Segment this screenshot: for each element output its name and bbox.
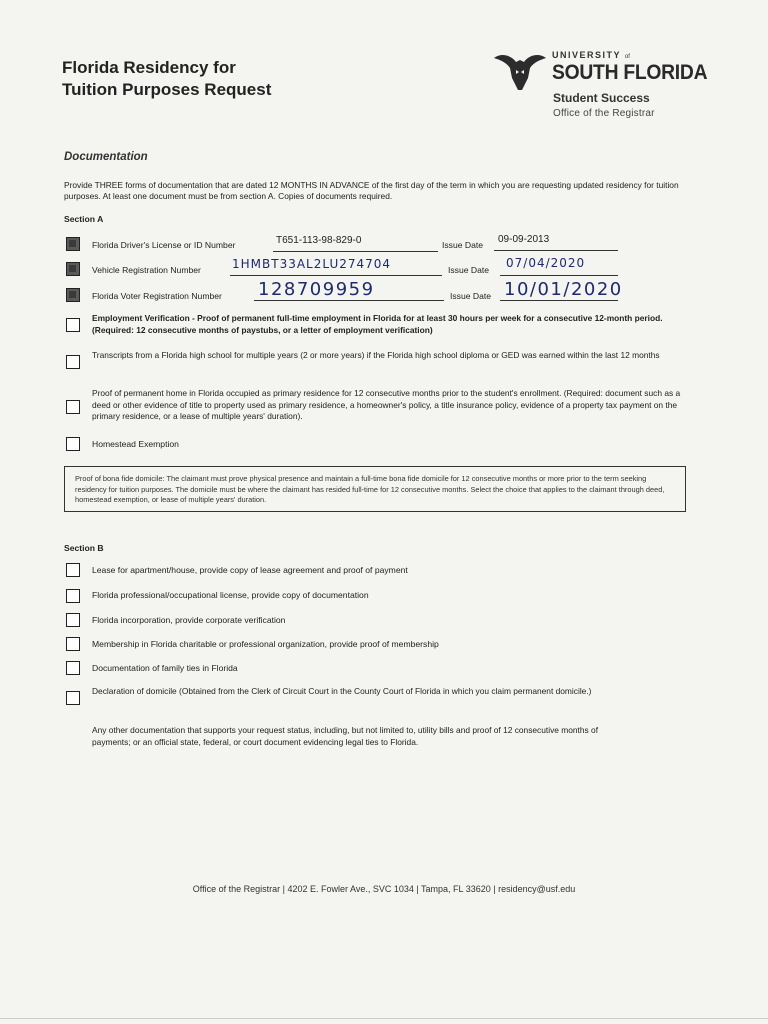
employment-text: Employment Verification - Proof of permanent full-time employment in Florida for at least 30 hours per week for a consecutive 12-month period. (Required: 12 consecutive months of paystubs, or a letter of employment verification) — [92, 313, 663, 335]
permanent-home-checkbox[interactable] — [66, 400, 80, 414]
declaration-of-domicile-label: Declaration of domicile (Obtained from the Clerk of Circuit Court in the County Court of Florida in which you claim permanent domicile.) — [92, 686, 592, 696]
lease-checkbox[interactable] — [66, 563, 80, 577]
homestead-checkbox[interactable] — [66, 437, 80, 451]
professional-license-checkbox[interactable] — [66, 589, 80, 603]
membership-label: Membership in Florida charitable or professional organization, provide proof of membership — [92, 639, 439, 649]
bona-fide-note-box: Proof of bona fide domicile: The claimant must prove physical presence and maintain a full-time bona fide domicile for 12 consecutive months or more prior to the term seeking residency for tuition purposes. The domicile must be where the claimant has resided full-time for 12 consecutive months. Select the choice that applies to the claimant through deed, homestead exemption, or lease of multiple years' duration. — [64, 466, 686, 512]
membership-checkbox[interactable] — [66, 637, 80, 651]
voter-registration-label: Florida Voter Registration Number — [92, 291, 222, 301]
vehicle-registration-label: Vehicle Registration Number — [92, 265, 201, 275]
voter-registration-value: 128709959 — [258, 279, 375, 300]
section-b-label: Section B — [64, 543, 104, 553]
section-a-label: Section A — [64, 214, 104, 224]
documentation-heading: Documentation — [64, 151, 148, 163]
voter-registration-issue-label: Issue Date — [450, 291, 492, 301]
drivers-license-value: T651-113-98-829-0 — [276, 235, 362, 246]
office-name: Office of the Registrar — [553, 108, 655, 119]
permanent-home-text: Proof of permanent home in Florida occupied as primary residence for 12 consecutive months prior to the student's enrollment. (Required: document such as a deed or other evidence of title to property used as primary residence, a homeowner's policy, a title insurance policy, evidence of a property tax payment on the primary residence, or a lease of multiple years' duration). — [92, 388, 681, 421]
university-of-label: UNIVERSITY of — [552, 50, 630, 60]
footer-address: Office of the Registrar | 4202 E. Fowler Ave., SVC 1034 | Tampa, FL 33620 | residency@usf.edu — [192, 884, 576, 894]
university-name: SOUTH FLORIDA — [552, 61, 708, 84]
other-documentation-text: Any other documentation that supports your request status, including, but not limited to, utility bills and proof of 12 consecutive months of payments; or an official state, federal, or court document evidencing legal ties to Florida. — [92, 725, 599, 747]
drivers-license-issue-value: 09-09-2013 — [498, 234, 550, 245]
transcripts-text: Transcripts from a Florida high school for multiple years (2 or more years) if the Florida high school diploma or GED was earned within the last 12 months — [92, 350, 660, 360]
usf-bull-icon — [492, 50, 548, 94]
vehicle-registration-issue-label: Issue Date — [448, 265, 490, 275]
title-line-2: Tuition Purposes Request — [62, 80, 272, 99]
voter-registration-issue-value: 10/01/2020 — [504, 279, 623, 300]
family-ties-label: Documentation of family ties in Florida — [92, 663, 238, 673]
usf-logo — [492, 48, 732, 123]
page-edge-divider — [0, 1018, 768, 1019]
family-ties-checkbox[interactable] — [66, 661, 80, 675]
page-title — [62, 57, 271, 101]
voter-registration-checkbox[interactable] — [66, 288, 80, 302]
employment-checkbox[interactable] — [66, 318, 80, 332]
vehicle-registration-value: 1HMBT33AL2LU274704 — [232, 257, 392, 271]
incorporation-label: Florida incorporation, provide corporate verification — [92, 615, 286, 625]
vehicle-registration-checkbox[interactable] — [66, 262, 80, 276]
professional-license-label: Florida professional/occupational license, provide copy of documentation — [92, 590, 369, 600]
declaration-of-domicile-checkbox[interactable] — [66, 691, 80, 705]
drivers-license-issue-label: Issue Date — [442, 240, 484, 250]
transcripts-checkbox[interactable] — [66, 355, 80, 369]
homestead-label: Homestead Exemption — [92, 439, 179, 449]
title-line-1: Florida Residency for — [62, 58, 236, 77]
drivers-license-label: Florida Driver's License or ID Number — [92, 240, 236, 250]
drivers-license-checkbox[interactable] — [66, 237, 80, 251]
vehicle-registration-issue-value: 07/04/2020 — [506, 256, 586, 270]
documentation-intro: Provide THREE forms of documentation that are dated 12 MONTHS IN ADVANCE of the first day of the term in which you are requesting updated residency for tuition purposes. At least one document must be from section A. Copies of documents required. — [64, 180, 679, 201]
incorporation-checkbox[interactable] — [66, 613, 80, 627]
department-name: Student Success — [553, 91, 650, 105]
lease-label: Lease for apartment/house, provide copy of lease agreement and proof of payment — [92, 565, 408, 575]
